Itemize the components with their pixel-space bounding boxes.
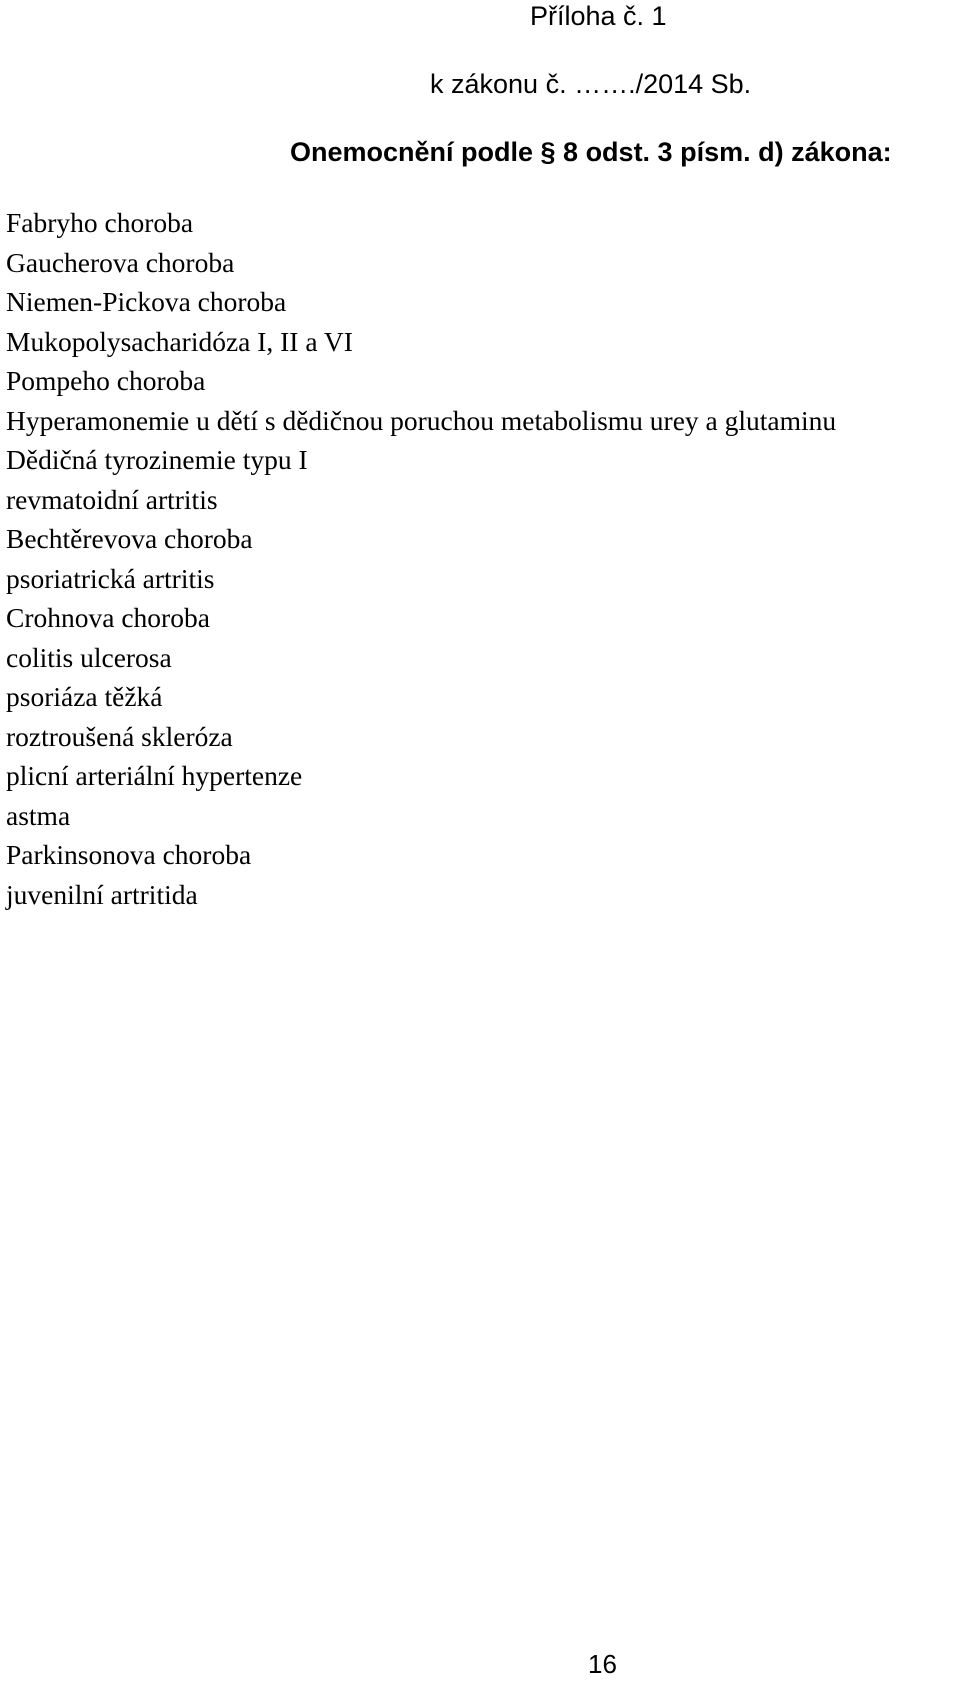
list-item: Mukopolysacharidóza I, II a VI	[6, 325, 353, 357]
list-item: juvenilní artritida	[6, 878, 198, 910]
list-item: astma	[6, 799, 71, 831]
list-item: Pompeho choroba	[6, 365, 206, 396]
list-item: colitis ulcerosa	[6, 641, 172, 673]
list-item: Niemen-Pickova choroba	[6, 286, 287, 317]
list-item: Gaucherova choroba	[6, 246, 235, 278]
list-item: Fabryho choroba	[6, 207, 194, 238]
list-item: psoriatrická artritis	[6, 562, 215, 594]
annex-label: Příloha č. 1	[530, 1, 667, 31]
list-item: psoriáza těžká	[6, 681, 163, 712]
section-heading: Onemocnění podle § 8 odst. 3 písm. d) zákona:	[290, 137, 892, 167]
list-item: Hyperamonemie u dětí s dědičnou poruchou metabolismu urey a glutaminu	[6, 404, 837, 436]
disease-list	[6, 203, 836, 914]
page-number: 16	[588, 1649, 617, 1679]
list-item: plicní arteriální hypertenze	[6, 760, 303, 791]
law-reference: k zákonu č. ……./2014 Sb.	[430, 69, 752, 99]
list-item: roztroušená skleróza	[6, 720, 233, 752]
list-item: Crohnova choroba	[6, 602, 210, 633]
list-item: Bechtěrevova choroba	[6, 523, 253, 554]
list-item: Parkinsonova choroba	[6, 839, 252, 870]
list-item: revmatoidní artritis	[6, 483, 218, 515]
list-item: Dědičná tyrozinemie typu I	[6, 444, 308, 475]
